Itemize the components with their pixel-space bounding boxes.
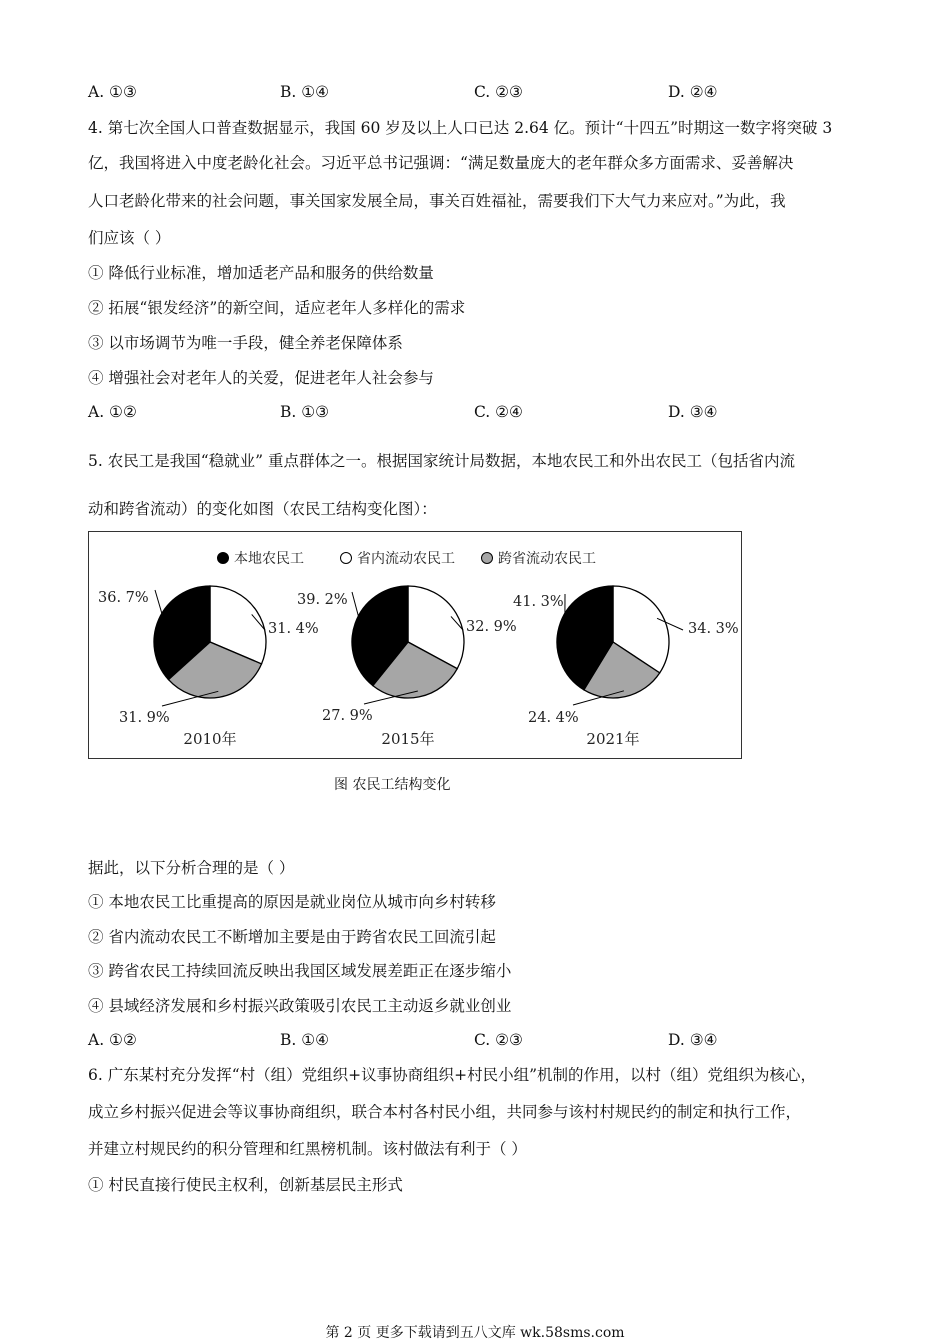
legend-marker-3 — [482, 553, 493, 564]
q6-stem-line-1: 6. 广东某村充分发挥“村（组）党组织+议事协商组织+村民小组”机制的作用，以村（组）党组织为核心， — [88, 1066, 817, 1084]
pie-2-label-3: 27. 9% — [322, 708, 373, 724]
q5-options — [88, 1030, 888, 1050]
chart-legend — [218, 550, 597, 567]
pie-chart-figure — [88, 531, 742, 759]
q4-stem-line-1: 4. 第七次全国人口普查数据显示，我国 60 岁及以上人口已达 2.64 亿。预计“十四五”时期这一数字将突破 3 — [88, 119, 833, 137]
q5-item-1: ① 本地农民工比重提高的原因是就业岗位从城市向乡村转移 — [88, 893, 496, 911]
legend-label-3: 跨省流动农民工 — [498, 551, 596, 567]
q5-item-3: ③ 跨省农民工持续回流反映出我国区域发展差距正在逐步缩小 — [88, 962, 512, 980]
q3-options — [88, 82, 888, 102]
q4-stem-line-2: 亿，我国将进入中度老龄化社会。习近平总书记强调：“满足数量庞大的老年群众多方面需求、妥善解决 — [88, 154, 794, 172]
pie-1-year-label: 2010年 — [183, 730, 237, 748]
page-footer: 第 2 页 更多下载请到五八文库 wk.58sms.com — [325, 1325, 625, 1341]
pie-3-label-3: 24. 4% — [528, 710, 579, 726]
q5-option-a[interactable]: A. ①② — [88, 1031, 137, 1049]
q5-item-4: ④ 县域经济发展和乡村振兴政策吸引农民工主动返乡就业创业 — [88, 997, 512, 1015]
q4-options — [88, 402, 888, 422]
q5-option-d[interactable]: D. ③④ — [668, 1031, 718, 1049]
pie-3-label-2: 34. 3% — [688, 621, 739, 637]
figure-caption: 图 农民工结构变化 — [334, 777, 451, 793]
pie-1-label-2: 31. 4% — [268, 621, 319, 637]
q4-item-1: ① 降低行业标准，增加适老产品和服务的供给数量 — [88, 264, 434, 282]
q5-option-c[interactable]: C. ②③ — [474, 1031, 523, 1049]
pie-1-label-3: 31. 9% — [119, 710, 170, 726]
q4-option-b[interactable]: B. ①③ — [280, 403, 330, 421]
pie-3-label-1: 41. 3% — [513, 594, 564, 610]
q6-item-1: ① 村民直接行使民主权利，创新基层民主形式 — [88, 1176, 403, 1194]
legend-label-2: 省内流动农民工 — [357, 551, 455, 567]
q5-option-b[interactable]: B. ①④ — [280, 1031, 330, 1049]
q4-item-4: ④ 增强社会对老年人的关爱，促进老年人社会参与 — [88, 369, 434, 387]
q3-option-a[interactable]: A. ①③ — [88, 83, 137, 101]
pie-3-year-label: 2021年 — [586, 730, 640, 748]
q6-stem-line-2: 成立乡村振兴促进会等议事协商组织，联合本村各村民小组，共同参与该村村规民约的制定和执行工作， — [88, 1103, 802, 1121]
legend-marker-2 — [341, 553, 352, 564]
q6-stem-line-3: 并建立村规民约的积分管理和红黑榜机制。该村做法有利于（ ） — [88, 1140, 527, 1158]
pie-chart-svg — [89, 532, 740, 757]
pie-charts — [98, 586, 739, 748]
q4-option-d[interactable]: D. ③④ — [668, 403, 718, 421]
q3-option-d[interactable]: D. ②④ — [668, 83, 718, 101]
q3-option-c[interactable]: C. ②③ — [474, 83, 523, 101]
q4-option-c[interactable]: C. ②④ — [474, 403, 523, 421]
q4-item-2: ② 拓展“银发经济”的新空间，适应老年人多样化的需求 — [88, 299, 466, 317]
q3-option-b[interactable]: B. ①④ — [280, 83, 330, 101]
pie-2-label-2: 32. 9% — [466, 619, 517, 635]
pie-1-label-1: 36. 7% — [98, 590, 149, 606]
q5-stem-line-1: 5. 农民工是我国“稳就业” 重点群体之一。根据国家统计局数据，本地农民工和外出农民工（包括省内流 — [88, 452, 795, 470]
q4-stem-line-4: 们应该（ ） — [88, 229, 171, 247]
q5-stem: 据此，以下分析合理的是（ ） — [88, 859, 295, 877]
q4-option-a[interactable]: A. ①② — [88, 403, 137, 421]
q5-stem-line-2: 动和跨省流动）的变化如图（农民工结构变化图）： — [88, 500, 437, 518]
q5-item-2: ② 省内流动农民工不断增加主要是由于跨省农民工回流引起 — [88, 928, 496, 946]
legend-label-1: 本地农民工 — [234, 551, 304, 567]
legend-marker-1 — [218, 553, 229, 564]
pie-2-label-1: 39. 2% — [297, 592, 348, 608]
pie-2-year-label: 2015年 — [381, 730, 435, 748]
q4-stem-line-3: 人口老龄化带来的社会问题，事关国家发展全局，事关百姓福祉，需要我们下大气力来应对。”为此，我 — [88, 192, 786, 210]
q4-item-3: ③ 以市场调节为唯一手段，健全养老保障体系 — [88, 334, 403, 352]
